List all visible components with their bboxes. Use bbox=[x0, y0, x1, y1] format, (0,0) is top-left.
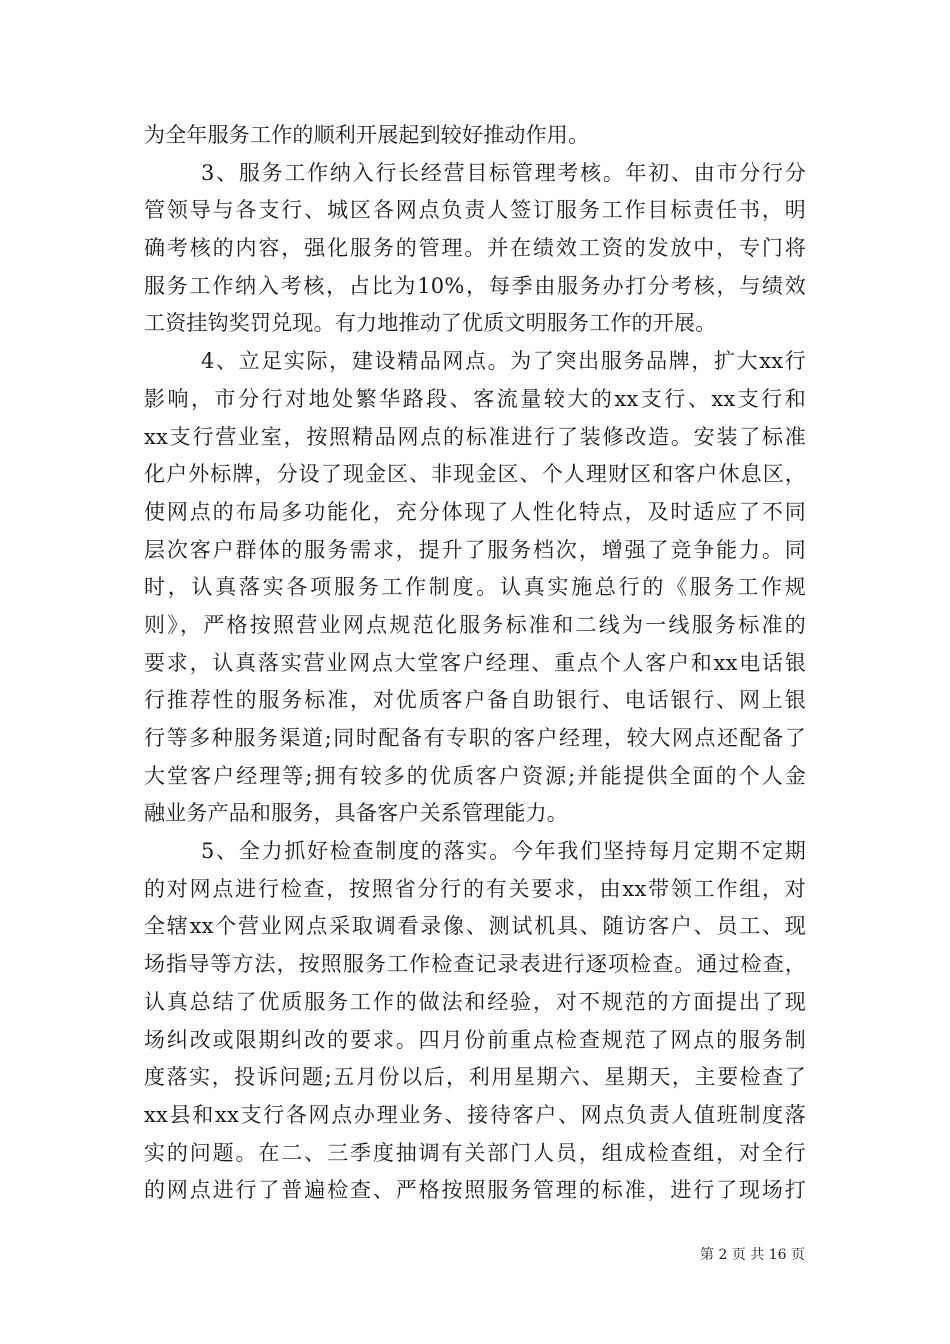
paragraph-first-line: 4、立足实际，建设精品网点。为了突出服务品牌，扩大xx行 bbox=[201, 349, 806, 374]
paragraph-line: 行等多种服务渠道;同时配备有专职的客户经理，较大网点还配备了 bbox=[144, 726, 806, 750]
paragraph-line: 要求，认真落实营业网点大堂客户经理、重点个人客户和xx电话银 bbox=[144, 650, 806, 675]
document-body bbox=[144, 117, 806, 1210]
paragraph-line: 则》，严格按照营业网点规范化服务标准和二线为一线服务标准的 bbox=[144, 612, 806, 637]
paragraph-line: xx支行营业室，按照精品网点的标准进行了装修改造。安装了标准 bbox=[144, 424, 806, 449]
paragraph-line: 行推荐性的服务标准，对优质客户备自助银行、电话银行、网上银 bbox=[144, 688, 806, 713]
paragraph-line: 服务工作纳入考核，占比为10%，每季由服务办打分考核，与绩效 bbox=[144, 273, 806, 298]
paragraph-line: 场纠改或限期纠改的要求。四月份前重点检查规范了网点的服务制 bbox=[144, 1027, 806, 1052]
paragraph-line: 使网点的布局多功能化，充分体现了人性化特点，及时适应了不同 bbox=[144, 499, 806, 524]
paragraph-line: 为全年服务工作的顺利开展起到较好推动作用。 bbox=[144, 123, 590, 147]
paragraph-line: 影响，市分行对地处繁华路段、客流量较大的xx支行、xx支行和 bbox=[144, 386, 806, 411]
paragraph-line: 的对网点进行检查，按照省分行的有关要求，由xx带领工作组，对 bbox=[144, 876, 806, 901]
paragraph-line: 场指导等方法，按照服务工作检查记录表进行逐项检查。通过检查， bbox=[144, 952, 806, 977]
paragraph-line: 认真总结了优质服务工作的做法和经验，对不规范的方面提出了现 bbox=[144, 989, 806, 1014]
paragraph-line: 融业务产品和服务，具备客户关系管理能力。 bbox=[144, 801, 568, 826]
paragraph-line: 大堂客户经理等;拥有较多的优质客户资源;并能提供全面的个人金 bbox=[144, 763, 806, 788]
paragraph-first-line: 3、服务工作纳入行长经营目标管理考核。年初、由市分行分 bbox=[201, 160, 806, 185]
paragraph-line: 化户外标牌，分设了现金区、非现金区、个人理财区和客户休息区， bbox=[144, 462, 806, 487]
paragraph-line: xx县和xx支行各网点办理业务、接待客户、网点负责人值班制度落 bbox=[144, 1102, 806, 1127]
paragraph-line: 全辖xx个营业网点采取调看录像、测试机具、随访客户、员工、现 bbox=[144, 914, 806, 939]
paragraph-line: 工资挂钩奖罚兑现。有力地推动了优质文明服务工作的开展。 bbox=[144, 311, 717, 336]
paragraph-line: 确考核的内容，强化服务的管理。并在绩效工资的发放中，专门将 bbox=[144, 236, 806, 261]
paragraph-line: 实的问题。在二、三季度抽调有关部门人员，组成检查组，对全行 bbox=[144, 1140, 806, 1165]
page-number-footer: 第 2 页 共 16 页 bbox=[700, 1247, 805, 1263]
paragraph-line: 度落实，投诉问题;五月份以后，利用星期六、星期天，主要检查了 bbox=[144, 1065, 806, 1090]
paragraph-first-line: 5、全力抓好检查制度的落实。今年我们坚持每月定期不定期 bbox=[201, 839, 806, 864]
paragraph-line: 管领导与各支行、城区各网点负责人签订服务工作目标责任书，明 bbox=[144, 198, 806, 223]
paragraph-line: 层次客户群体的服务需求，提升了服务档次，增强了竞争能力。同 bbox=[144, 537, 806, 562]
paragraph-line: 时，认真落实各项服务工作制度。认真实施总行的《服务工作规 bbox=[144, 575, 806, 600]
paragraph-line: 的网点进行了普遍检查、严格按照服务管理的标准，进行了现场打 bbox=[144, 1178, 806, 1203]
